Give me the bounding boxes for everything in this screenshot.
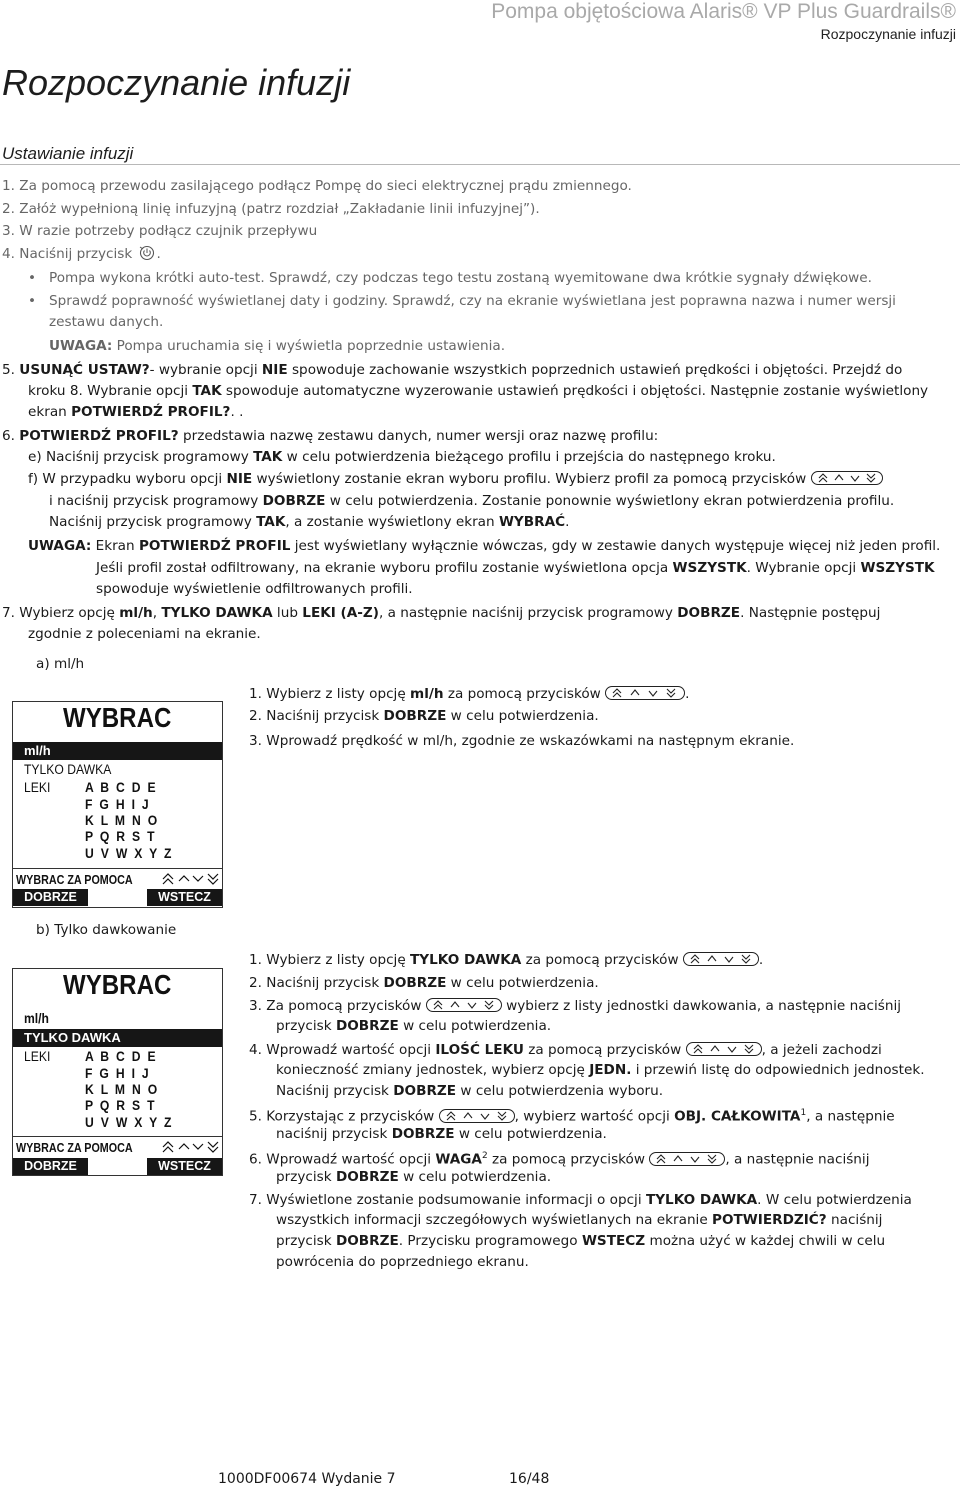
step-2: 2. Załóż wypełnioną linię infuzyjną (patrz rozdział „Zakładanie linii infuzyjnej”). <box>2 201 540 217</box>
navigation-arrows-icon <box>686 1041 762 1057</box>
lcd-letters-1: A B C D E <box>85 1049 158 1064</box>
navigation-arrows-icon <box>439 1108 515 1124</box>
step-4: 4. Naciśnij przycisk . <box>2 246 161 262</box>
step-1: 1. Za pomocą przewodu zasilającego podłącz Pompę do sieci elektrycznej prądu zmiennego. <box>2 178 632 194</box>
step-6-e: e) Naciśnij przycisk programowy TAK w celu potwierdzenia bieżącego profilu i przejścia do następnego kroku. <box>28 449 776 465</box>
footer-doc-id: 1000DF00674 Wydanie 7 <box>218 1471 396 1487</box>
lcd-title: WYBRAC <box>63 702 172 733</box>
section-a-item-2: 2. Naciśnij przycisk DOBRZE w celu potwierdzenia. <box>249 708 599 724</box>
lcd-selected-row[interactable]: TYLKO DAWKA <box>13 1029 222 1047</box>
bullet-1: Pompa wykona krótki auto-test. Sprawdź, czy podczas tego testu zostaną wyemitowane dwa krótkie sygnały dźwiękowe. <box>49 270 872 286</box>
header-section-name: Rozpoczynanie infuzji <box>820 26 956 42</box>
lcd-footer-text: WYBRAC ZA POMOCA <box>16 1141 133 1155</box>
step-6: 6. POTWIERDŹ PROFIL? przedstawia nazwę zestawu danych, numer wersji oraz nazwę profilu: <box>2 428 659 444</box>
section-b-item-4-line-1: 4. Wprowadź wartość opcji ILOŚĆ LEKU za pomocą przycisków , a jeżeli zachodzi <box>249 1042 882 1058</box>
navigation-arrows-icon <box>811 470 883 486</box>
softkey-wstecz[interactable]: WSTECZ <box>147 1158 222 1175</box>
softkey-dobrze[interactable]: DOBRZE <box>13 889 88 906</box>
bullet-2b: zestawu danych. <box>49 314 164 330</box>
section-b-item-3-line-1: 3. Za pomocą przycisków wybierz z listy jednostki dawkowania, a następnie naciśnij <box>249 998 902 1014</box>
section-b-item-4-line-2: konieczność zmiany jednostek, wybierz opcję JEDN. i przewiń listę do odpowiednich jednostek. <box>276 1062 925 1078</box>
section-b-item-6-line-1: 6. Wprowadź wartość opcji WAGA$^2$ za pomocą przycisków , a następnie naciśnij <box>249 1151 870 1168</box>
lcd-letters-3: K L M N O <box>85 1082 160 1097</box>
section-b-item-7-line-3: przycisk DOBRZE. Przycisku programowego WSTECZ można użyć w każdej chwili w celu <box>276 1233 886 1249</box>
lcd-divider <box>13 1136 222 1137</box>
lcd-row-leki[interactable]: LEKI <box>24 780 51 795</box>
step-7-line-2: zgodnie z poleceniami na ekranie. <box>28 626 261 642</box>
lcd-footer-text: WYBRAC ZA POMOCA <box>16 873 133 887</box>
step-4-text: 4. Naciśnij przycisk <box>2 246 137 262</box>
step-5-line-2: kroku 8. Wybranie opcji TAK spowoduje automatyczne wyzerowanie ustawień prędkości i objętości. Następnie zostanie wyświetlony <box>28 383 929 399</box>
section-b-item-7-line-4: powrócenia do poprzedniego ekranu. <box>276 1254 529 1270</box>
softkey-wstecz[interactable]: WSTECZ <box>147 889 222 906</box>
lcd-letters-5: U V W X Y Z <box>85 1115 174 1130</box>
section-b-item-7-line-1: 7. Wyświetlone zostanie podsumowanie informacji o opcji TYLKO DAWKA. W celu potwierdzenia <box>249 1192 912 1208</box>
bullet-dot-2: • <box>28 293 37 309</box>
bullet-2a: Sprawdź poprawność wyświetlanej daty i godziny. Sprawdź, czy na ekranie wyświetlana jest poprawna nazwa i numer wersji <box>49 293 896 309</box>
lcd-divider <box>13 868 222 869</box>
lcd-letters-2: F G H I J <box>85 797 151 812</box>
navigation-arrows-icon <box>605 685 685 701</box>
navigation-arrows-icon <box>426 997 502 1013</box>
step-6-f-line-1: f) W przypadku wyboru opcji NIE wyświetlony zostanie ekran wyboru profilu. Wybierz profil za pomocą przycisków <box>28 469 883 490</box>
footer-page-number: 16/48 <box>509 1471 550 1487</box>
section-a-label: a) ml/h <box>36 656 85 672</box>
section-b-label: b) Tylko dawkowanie <box>36 922 177 938</box>
step-5-line-3: ekran POTWIERDŹ PROFIL?. . <box>28 404 244 420</box>
lcd-row-leki[interactable]: LEKI <box>24 1049 51 1064</box>
section-b-item-1: 1. Wybierz z listy opcję TYLKO DAWKA za pomocą przycisków . <box>249 952 764 968</box>
lcd-screen-a <box>12 701 223 908</box>
section-b-item-5-line-1: 5. Korzystając z przycisków , wybierz wartość opcji OBJ. CAŁKOWITA$^1$, a następnie <box>249 1108 895 1125</box>
lcd-letters-4: P Q R S T <box>85 1098 157 1113</box>
section-divider <box>0 164 960 165</box>
softkey-dobrze[interactable]: DOBRZE <box>13 1158 88 1175</box>
lcd-row-mlh[interactable]: ml/h <box>24 1011 49 1026</box>
lcd-title: WYBRAC <box>63 969 172 1000</box>
section-a-item-3: 3. Wprowadź prędkość w ml/h, zgodnie ze wskazówkami na następnym ekranie. <box>249 733 795 749</box>
section-b-item-7-line-2: wszystkich informacji szczegółowych wyświetlanych na ekranie POTWIERDZIĆ? naciśnij <box>276 1212 883 1228</box>
note-2-line-2: Jeśli profil został odfiltrowany, na ekranie wyboru profilu zostanie wyświetlona opcja WSZYSTK. Wybranie opcji WSZYSTK <box>96 560 935 576</box>
lcd-letters-1: A B C D E <box>85 780 158 795</box>
lcd-screen-b <box>12 968 223 1176</box>
header-product-name: Pompa objętościowa Alaris® VP Plus Guardrails® <box>491 0 956 23</box>
section-b-item-3-line-2: przycisk DOBRZE w celu potwierdzenia. <box>276 1018 552 1034</box>
note-2-line-3: spowoduje wyświetlenie odfiltrowanych profili. <box>96 581 413 597</box>
navigation-arrows-icon <box>683 951 759 967</box>
lcd-letters-4: P Q R S T <box>85 829 157 844</box>
section-b-item-2: 2. Naciśnij przycisk DOBRZE w celu potwierdzenia. <box>249 975 599 991</box>
lcd-letters-2: F G H I J <box>85 1066 151 1081</box>
note-2-line-1: UWAGA: Ekran POTWIERDŹ PROFIL jest wyświetlany wyłącznie wówczas, gdy w zestawie danych występuje więcej niż jeden profil. <box>28 538 941 554</box>
step-6-f-line-3: Naciśnij przycisk programowy TAK, a zostanie wyświetlony ekran WYBRAĆ. <box>49 514 570 530</box>
lcd-row-tylko-dawka[interactable]: TYLKO DAWKA <box>24 762 112 777</box>
step-3: 3. W razie potrzeby podłącz czujnik przepływu <box>2 223 318 239</box>
note-1: UWAGA: Pompa uruchamia się i wyświetla poprzednie ustawienia. <box>49 338 506 354</box>
navigation-arrows-icon <box>649 1151 725 1167</box>
section-a-item-1: 1. Wybierz z listy opcję ml/h za pomocą przycisków . <box>249 686 690 702</box>
lcd-selected-row[interactable]: ml/h <box>13 742 222 760</box>
lcd-letters-5: U V W X Y Z <box>85 846 174 861</box>
step-5-line-1: 5. USUNĄĆ USTAW?- wybranie opcji NIE spowoduje zachowanie wszystkich poprzednich ustawień prędkości i objętości. Przejdź do <box>2 362 903 378</box>
section-b-item-6-line-2: przycisk DOBRZE w celu potwierdzenia. <box>276 1169 552 1185</box>
page-title: Rozpoczynanie infuzji <box>2 62 351 103</box>
bullet-dot-1: • <box>28 270 37 286</box>
section-b-item-4-line-3: Naciśnij przycisk DOBRZE w celu potwierdzenia wyboru. <box>276 1083 664 1099</box>
section-b-item-5-line-2: naciśnij przycisk DOBRZE w celu potwierdzenia. <box>276 1126 607 1142</box>
step-6-f-line-2: i naciśnij przycisk programowy DOBRZE w celu potwierdzenia. Zostanie ponownie wyświetlony ekran potwierdzenia profilu. <box>49 493 895 509</box>
section-subtitle: Ustawianie infuzji <box>2 144 134 163</box>
step-7-line-1: 7. Wybierz opcję ml/h, TYLKO DAWKA lub LEKI (A-Z), a następnie naciśnij przycisk programowy DOBRZE. Następnie postępuj <box>2 605 881 621</box>
lcd-letters-3: K L M N O <box>85 813 160 828</box>
lcd-arrows-icon <box>161 1140 221 1159</box>
power-button-icon <box>137 245 157 261</box>
